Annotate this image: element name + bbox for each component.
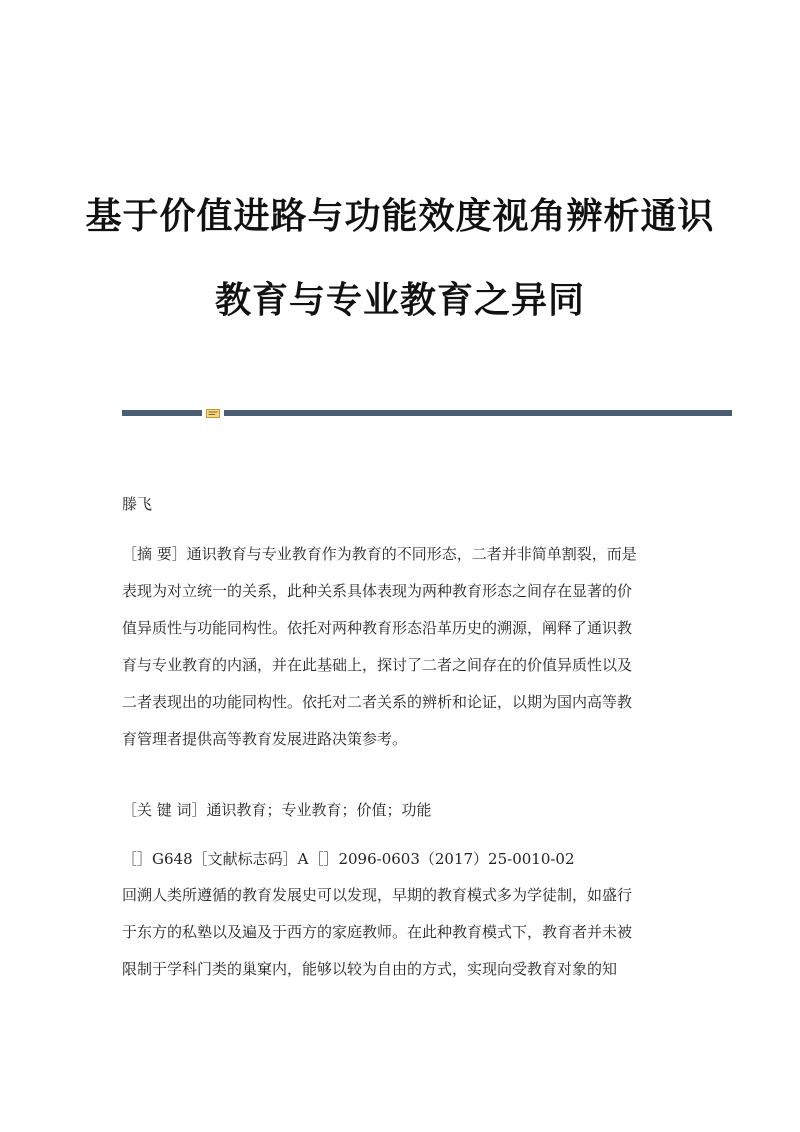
body-line: 回溯人类所遵循的教育发展史可以发现，早期的教育模式多为学徒制，如盛行 (122, 886, 633, 904)
abstract-line: ［摘 要］通识教育与专业教育作为教育的不同形态，二者并非简单割裂，而是 (122, 545, 637, 563)
body-line: 于东方的私塾以及遍及于西方的家庭教师。在此种教育模式下，教育者并未被 (122, 923, 633, 941)
document-icon (206, 409, 220, 418)
abstract-line: 值异质性与功能同构性。依托对两种教育形态沿革历史的溯源，阐释了通识教 (122, 619, 633, 637)
classification-codes: ［］G648［文献标志码］A［］2096-0603（2017）25-0010-02 (122, 850, 575, 868)
title-divider (122, 409, 732, 417)
abstract (122, 536, 682, 758)
abstract-line: 二者表现出的功能同构性。依托对二者关系的辨析和论证，以期为国内高等教 (122, 693, 633, 711)
body-line: 限制于学科门类的巢窠内，能够以较为自由的方式，实现向受教育对象的知 (122, 960, 618, 978)
body-paragraph (122, 877, 682, 988)
keywords: ［关 键 词］通识教育；专业教育；价值；功能 (122, 801, 432, 819)
page-title-line-1: 基于价值进路与功能效度视角辨析通识 (85, 195, 715, 237)
abstract-line: 表现为对立统一的关系，此种关系具体表现为两种教育形态之间存在显著的价 (122, 582, 633, 600)
divider-bar-left (122, 410, 202, 416)
page-title-line-2: 教育与专业教育之异同 (214, 279, 585, 321)
divider-bar-right (224, 410, 732, 416)
abstract-line: 育管理者提供高等教育发展进路决策参考。 (122, 730, 408, 748)
author-name: 滕飞 (122, 495, 153, 513)
abstract-line: 育与专业教育的内涵，并在此基础上，探讨了二者之间存在的价值异质性以及 (122, 656, 633, 674)
